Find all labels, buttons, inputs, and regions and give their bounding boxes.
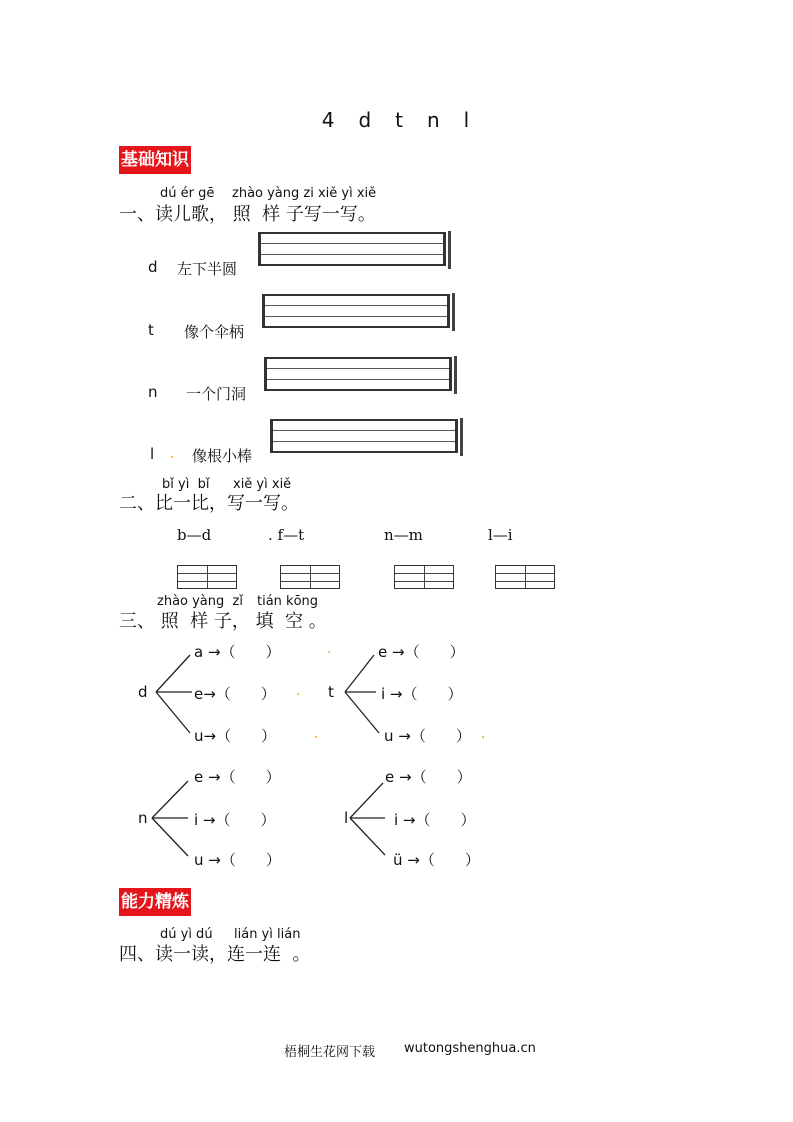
q1-letter-d: d <box>148 258 158 276</box>
q3-item: e →（ ） <box>378 643 465 661</box>
q2-pair-4: l—i <box>488 526 513 544</box>
q3-initial-l: l <box>344 809 349 827</box>
q3-item: u→（ ） <box>194 727 277 745</box>
q3-item: e →（ ） <box>194 768 281 786</box>
q2-pair-2: . f—t <box>268 526 305 544</box>
q4-pinyin-b: lián yì lián <box>234 927 301 942</box>
section-tag-ability: 能力精炼 <box>119 888 191 916</box>
q3-item: i →（ ） <box>194 811 276 829</box>
q3-pinyin-b: tián kōng <box>257 594 319 609</box>
q3-heading: 三、 照 样 子， 填 空 。 <box>119 611 327 632</box>
section-tag-basic: 基础知识 <box>119 146 191 174</box>
q1-letter-l: l <box>150 445 155 463</box>
mark-dot: . <box>170 446 175 462</box>
q3-initial-d: d <box>138 683 148 701</box>
q2-pinyin-a: bǐ yì bǐ <box>162 477 210 492</box>
q3-item: u →（ ） <box>384 727 471 745</box>
page-title: 4 d t n l <box>321 108 472 132</box>
q2-pinyin-b: xiě yì xiě <box>233 477 292 492</box>
q3-item: a →（ ） <box>194 643 281 661</box>
q3-item: i →（ ） <box>381 685 463 703</box>
q3-item: e→（ ） <box>194 685 276 703</box>
q1-rhyme-n: 一个门洞 <box>186 385 247 403</box>
q3-item: ü →（ ） <box>393 851 480 869</box>
q3-initial-n: n <box>138 809 148 827</box>
q3-item: u →（ ） <box>194 851 281 869</box>
q3-item: i →（ ） <box>394 811 476 829</box>
mark-dot: . <box>481 726 486 742</box>
q1-rhyme-t: 像个伞柄 <box>184 323 245 341</box>
q2-pair-1: b—d <box>177 526 212 544</box>
q4-heading: 四、读一读，连一连 。 <box>119 944 311 965</box>
q3-pinyin-a: zhào yàng zǐ <box>157 594 243 609</box>
q1-rhyme-d: 左下半圆 <box>177 260 238 278</box>
q1-letter-n: n <box>148 383 158 401</box>
q1-rhyme-l: 像根小棒 <box>192 447 253 465</box>
q1-heading: 一、读儿歌， 照 样 子写一写。 <box>119 204 376 225</box>
q1-letter-t: t <box>148 321 154 339</box>
q2-heading: 二、比一比，写一写。 <box>119 493 299 514</box>
q4-pinyin-a: dú yì dú <box>160 927 213 942</box>
q1-pinyin-a: dú ér gē <box>160 186 215 201</box>
q2-pair-3: n—m <box>384 526 423 544</box>
mark-dot: . <box>296 683 301 699</box>
q3-initial-t: t <box>328 683 334 701</box>
mark-dot: . <box>314 726 319 742</box>
q1-pinyin-b: zhào yàng zi xiě yì xiě <box>232 186 377 201</box>
footer-source: 梧桐生花网下载 <box>284 1045 376 1060</box>
footer-url[interactable]: wutongshenghua.cn <box>404 1041 536 1056</box>
q3-item: e →（ ） <box>385 768 472 786</box>
mark-dot: . <box>327 641 332 657</box>
